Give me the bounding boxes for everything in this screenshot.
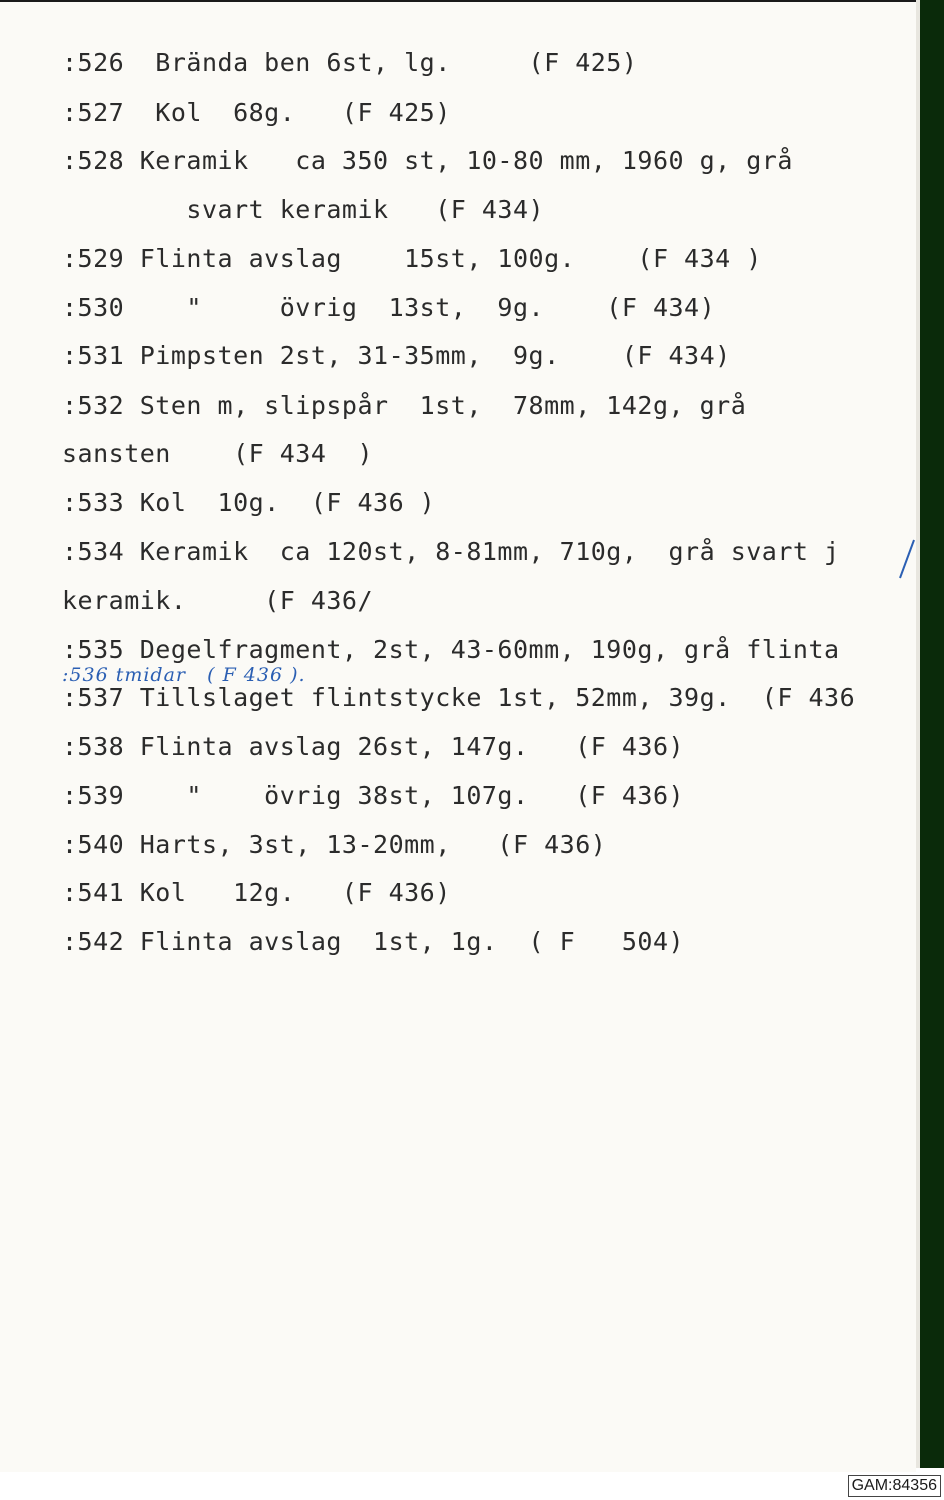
card-line: :538 Flinta avslag 26st, 147g. (F 436) — [62, 732, 685, 761]
card-line: :540 Harts, 3st, 13-20mm, (F 436) — [62, 830, 607, 859]
card-line: :530 " övrig 13st, 9g. (F 434) — [62, 293, 716, 322]
card-line: :532 Sten m, slipspår 1st, 78mm, 142g, grå — [62, 391, 747, 420]
archive-id-stamp: GAM:84356 — [848, 1475, 941, 1497]
handwritten-note: :536 tmidar ( F 436 ). — [62, 664, 306, 686]
card-line: sansten (F 434 ) — [62, 439, 374, 468]
card-line: keramik. (F 436/ — [62, 586, 374, 615]
scan-edge — [916, 0, 944, 1468]
card-line: :535 Degelfragment, 2st, 43-60mm, 190g, grå flinta — [62, 635, 840, 664]
card-line: :539 " övrig 38st, 107g. (F 436) — [62, 781, 685, 810]
card-line: :537 Tillslaget flintstycke 1st, 52mm, 39g. (F 436 — [62, 683, 856, 712]
card-line: :541 Kol 12g. (F 436) — [62, 878, 451, 907]
card-line: :527 Kol 68g. (F 425) — [62, 98, 451, 127]
card-line: :542 Flinta avslag 1st, 1g. ( F 504) — [62, 927, 685, 956]
card-line: :529 Flinta avslag 15st, 100g. (F 434 ) — [62, 244, 762, 273]
pen-stroke-mark — [896, 534, 918, 582]
card-edge — [916, 0, 920, 1468]
card-line: :526 Brända ben 6st, lg. (F 425) — [62, 48, 638, 77]
card-line: :528 Keramik ca 350 st, 10-80 mm, 1960 g, grå — [62, 146, 793, 175]
card-line: :534 Keramik ca 120st, 8-81mm, 710g, grå svart j — [62, 537, 840, 566]
card-line: :531 Pimpsten 2st, 31-35mm, 9g. (F 434) — [62, 341, 731, 370]
card-line: svart keramik (F 434) — [62, 195, 545, 224]
card-line: :533 Kol 10g. (F 436 ) — [62, 488, 436, 517]
